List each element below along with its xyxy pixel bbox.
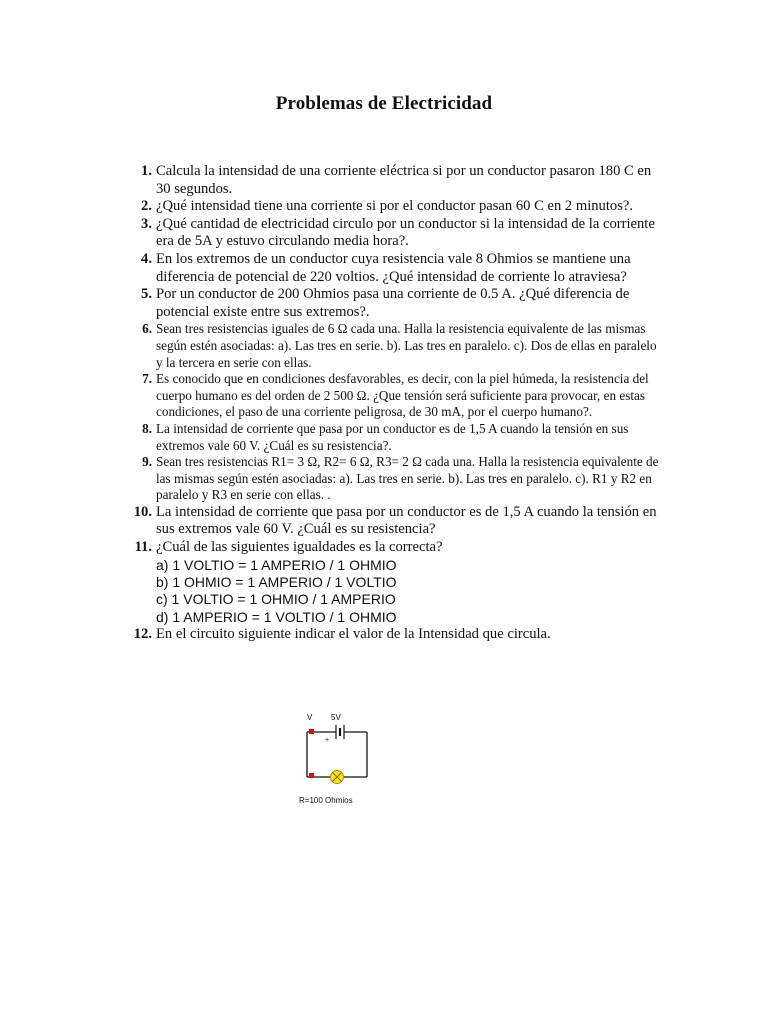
problem-text: Es conocido que en condiciones desfavorables, es decir, con la piel húmeda, la resistencia del cuerpo humano es del orden de 2 500 Ω. ¿Que tensión será suficiente para provocar, en estas condiciones, el paso de una corriente peligrosa, de 30 mA, por el cuerpo humano?. — [156, 371, 649, 420]
problem-item — [118, 163, 663, 198]
problem-text: Calcula la intensidad de una corriente eléctrica si por un conductor pasaron 180 C en 30 segundos. — [156, 163, 652, 197]
problem-number: 11. — [134, 539, 152, 556]
answer-option: c) 1 VOLTIO = 1 OHMIO / 1 AMPERIO — [156, 591, 396, 608]
problem-item — [118, 216, 663, 251]
page-title: Problemas de Electricidad — [275, 93, 493, 114]
problem-list — [118, 163, 663, 644]
problem-number: 3. — [141, 215, 152, 232]
problem-item — [118, 626, 663, 644]
svg-text:+: + — [325, 737, 330, 744]
problem-text: En el circuito siguiente indicar el valor de la Intensidad que circula. — [156, 626, 551, 643]
problem-number: 12. — [133, 626, 152, 643]
problem-item — [118, 198, 663, 216]
lamp-icon — [331, 771, 344, 784]
problem-item — [118, 371, 663, 421]
problem-number: 5. — [141, 286, 152, 303]
problem-item — [118, 251, 663, 286]
problem-number: 8. — [142, 420, 152, 436]
answer-option: d) 1 AMPERIO = 1 VOLTIO / 1 OHMIO — [156, 608, 397, 625]
voltmeter-terminal-top — [309, 729, 314, 734]
problem-number: 6. — [142, 321, 152, 337]
answer-options — [156, 557, 663, 627]
battery-icon — [325, 725, 344, 744]
battery-label: 5V — [331, 713, 341, 722]
problem-number: 9. — [142, 454, 152, 470]
problem-text: Por un conductor de 200 Ohmios pasa una corriente de 0.5 A. ¿Qué diferencia de potencial existe entre sus extremos?. — [156, 286, 630, 320]
problem-text: Sean tres resistencias R1= 3 Ω, R2= 6 Ω, R3= 2 Ω cada una. Halla la resistencia equivalente de las mismas según estén asociadas: a). Las tres en serie. b). Las tres en paralelo. c). R1 y R2 en paralelo y R3 en serie con ellas. . — [156, 454, 659, 503]
problem-item — [118, 321, 663, 371]
resistance-label: R=100 Ohmios — [299, 796, 353, 805]
problem-number: 2. — [141, 198, 152, 215]
problem-number: 10. — [133, 503, 152, 520]
problem-text: En los extremos de un conductor cuya resistencia vale 8 Ohmios se mantiene una diferencia de potencial de 220 voltios. ¿Qué intensidad de corriente lo atraviesa? — [156, 250, 631, 285]
problem-text: Sean tres resistencias iguales de 6 Ω cada una. Halla la resistencia equivalente de las mismas según estén asociadas: a). Las tres en serie. b). Las tres en paralelo. c). Dos de ellas en paralelo y la tercera en serie con ellas. — [156, 321, 657, 370]
problem-item — [118, 454, 663, 504]
problem-item — [118, 504, 663, 539]
problem-item — [118, 286, 663, 321]
problem-item — [118, 421, 663, 454]
problem-number: 7. — [142, 371, 152, 387]
problem-text: La intensidad de corriente que pasa por un conductor es de 1,5 A cuando la tensión en sus extremos vale 60 V. ¿Cuál es su resistencia? — [156, 503, 657, 538]
problem-item — [118, 539, 663, 626]
voltmeter-terminal-bottom — [309, 773, 314, 778]
problem-text: ¿Cuál de las siguientes igualdades es la correcta? — [156, 539, 443, 556]
problem-text: ¿Qué intensidad tiene una corriente si por el conductor pasan 60 C en 2 minutos?. — [156, 198, 633, 215]
problem-text: ¿Qué cantidad de electricidad circulo por un conductor si la intensidad de la corriente era de 5A y estuvo circulando media hora?. — [156, 215, 655, 250]
voltmeter-label: V — [307, 713, 313, 722]
answer-option: b) 1 OHMIO = 1 AMPERIO / 1 VOLTIO — [156, 574, 397, 591]
problem-number: 4. — [141, 250, 152, 267]
problem-text: La intensidad de corriente que pasa por un conductor es de 1,5 A cuando la tensión en sus extremos vale 60 V. ¿Cuál es su resistencia?. — [156, 420, 629, 453]
answer-option: a) 1 VOLTIO = 1 AMPERIO / 1 OHMIO — [156, 556, 397, 573]
circuit-diagram — [296, 710, 376, 808]
problem-number: 1. — [141, 163, 152, 179]
